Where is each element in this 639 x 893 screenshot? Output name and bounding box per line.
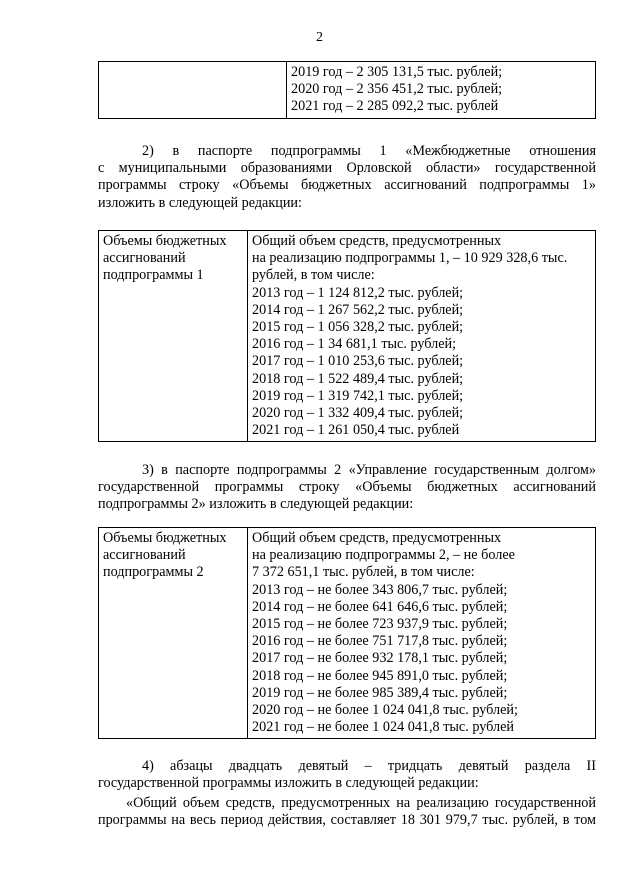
budget-line: 2018 год – 1 522 489,4 тыс. рублей;: [252, 370, 464, 387]
budget-line: рублей, в том числе:: [252, 267, 375, 284]
label-line: ассигнований: [103, 250, 186, 267]
budget-line: 2014 год – не более 641 646,6 тыс. рублей;: [252, 598, 508, 615]
table-cell-value: [248, 231, 596, 442]
budget-line: 2017 год – 1 010 253,6 тыс. рублей;: [252, 353, 464, 370]
budget-line: 2016 год – 1 34 681,1 тыс. рублей;: [252, 336, 457, 353]
budget-line: 2013 год – 1 124 812,2 тыс. рублей;: [252, 284, 464, 301]
table-cell-label: [99, 231, 248, 442]
budget-line: Общий объем средств, предусмотренных: [252, 530, 502, 546]
label-line: Объемы бюджетных: [103, 233, 227, 249]
label-line: подпрограммы 2: [103, 564, 204, 581]
paragraph-line: государственной программы строку «Объемы бюджетных ассигнований: [98, 479, 596, 496]
budget-line: 2021 год – не более 1 024 041,8 тыс. рублей: [252, 719, 514, 736]
budget-line: 2016 год – не более 751 717,8 тыс. рублей;: [252, 633, 508, 650]
budget-line: на реализацию подпрограммы 1, – 10 929 328,6 тыс.: [252, 250, 568, 267]
budget-line: Общий объем средств, предусмотренных: [252, 233, 502, 249]
paragraph-line: изложить в следующей редакции:: [98, 194, 302, 211]
paragraph-line: 3) в паспорте подпрограммы 2 «Управление государственным долгом»: [142, 462, 596, 478]
budget-line: 2020 год – 2 356 451,2 тыс. рублей;: [291, 81, 503, 98]
label-line: подпрограммы 1: [103, 267, 204, 284]
table-row: [99, 62, 596, 119]
budget-line: 2014 год – 1 267 562,2 тыс. рублей;: [252, 301, 464, 318]
budget-line: 2015 год – 1 056 328,2 тыс. рублей;: [252, 319, 464, 336]
budget-line: 2021 год – 1 261 050,4 тыс. рублей: [252, 422, 460, 439]
budget-line: 2013 год – не более 343 806,7 тыс. рублей;: [252, 581, 508, 598]
subprogram-1-budget-table: [98, 230, 596, 442]
paragraph-line: 2) в паспорте подпрограммы 1 «Межбюджетные отношения: [142, 143, 596, 159]
subprogram-2-budget-table: [98, 527, 596, 739]
paragraph-5: [98, 795, 596, 829]
paragraph-line: 4) абзацы двадцать девятый – тридцать девятый раздела II: [142, 758, 596, 774]
table-cell-left: [99, 62, 287, 119]
paragraph-line: подпрограммы 2» изложить в следующей редакции:: [98, 496, 414, 513]
budget-line: 2017 год – не более 932 178,1 тыс. рублей;: [252, 650, 508, 667]
budget-line: 2019 год – 1 319 742,1 тыс. рублей;: [252, 387, 464, 404]
paragraph-line: программы на весь период действия, составляет 18 301 979,7 тыс. рублей, в том: [98, 812, 596, 829]
paragraph-line: с муниципальными образованиями Орловской области» государственной: [98, 160, 596, 177]
paragraph-4: [98, 758, 596, 792]
table-row: [99, 528, 596, 739]
table-cell-value: [248, 528, 596, 739]
table-cell-label: [99, 528, 248, 739]
paragraph-line: «Общий объем средств, предусмотренных на реализацию государственной: [126, 795, 596, 811]
paragraph-2: [98, 143, 596, 212]
budget-line: на реализацию подпрограммы 2, – не более: [252, 547, 515, 564]
budget-line: 7 372 651,1 тыс. рублей, в том числе:: [252, 564, 475, 581]
paragraph-line: программы строку «Объемы бюджетных ассигнований подпрограммы 1»: [98, 177, 596, 194]
budget-line: 2019 год – не более 985 389,4 тыс. рублей;: [252, 684, 508, 701]
budget-line: 2021 год – 2 285 092,2 тыс. рублей: [291, 98, 499, 115]
paragraph-3: [98, 462, 596, 514]
budget-line: 2018 год – не более 945 891,0 тыс. рублей;: [252, 667, 508, 684]
table-row: [99, 231, 596, 442]
budget-line: 2015 год – не более 723 937,9 тыс. рублей;: [252, 616, 508, 633]
label-line: Объемы бюджетных: [103, 530, 227, 546]
table-cell-right: [287, 62, 596, 119]
budget-line: 2020 год – 1 332 409,4 тыс. рублей;: [252, 405, 464, 422]
paragraph-line: государственной программы изложить в следующей редакции:: [98, 775, 479, 792]
page-number: 2: [316, 30, 323, 45]
budget-line: 2019 год – 2 305 131,5 тыс. рублей;: [291, 64, 503, 80]
budget-line: 2020 год – не более 1 024 041,8 тыс. рублей;: [252, 702, 518, 719]
label-line: ассигнований: [103, 547, 186, 564]
budget-table-continuation: [98, 61, 596, 119]
